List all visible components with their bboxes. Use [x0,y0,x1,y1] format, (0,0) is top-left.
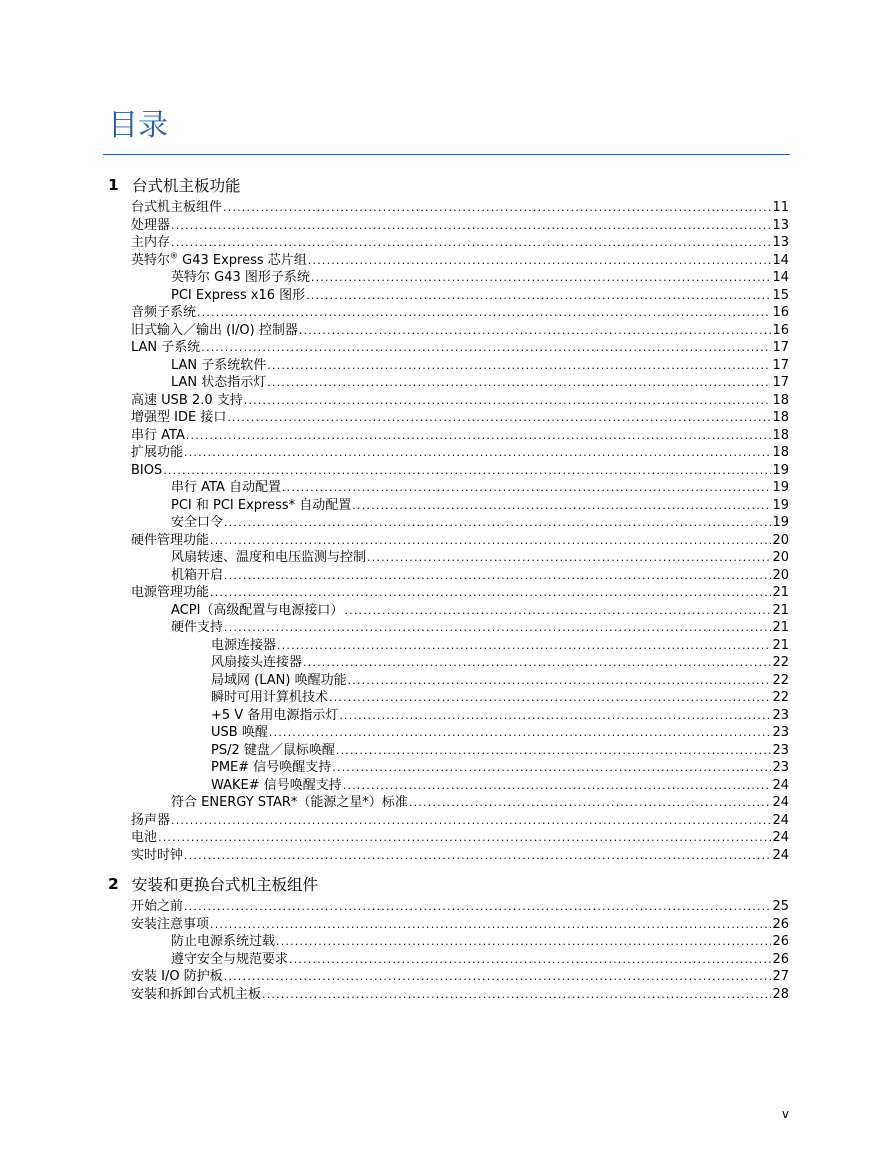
dot-leader [339,707,771,725]
dot-leader [277,637,771,655]
dot-leader [348,672,772,690]
toc-entry-page: 23 [772,760,789,775]
dot-leader [276,933,771,951]
dot-leader [303,654,771,672]
toc-entry-page: 24 [772,830,789,845]
toc-entry-label: 串行 ATA 自动配置 [171,480,281,495]
toc-entry-label: 局域网 (LAN) 唤醒功能 [211,672,347,688]
toc-entry-page: 18 [772,392,789,408]
dot-leader [367,549,771,567]
dot-leader [201,339,771,357]
toc-entry-page: 26 [772,916,789,932]
toc-entry-label: 增强型 IDE 接口 [131,410,227,425]
toc-entry[interactable] [131,322,789,340]
toc-entry[interactable] [131,234,789,252]
toc-entry-label: 防止电源系统过载 [171,934,276,949]
toc-entry[interactable] [171,374,789,392]
toc-entry[interactable] [171,287,789,305]
toc-entry[interactable] [171,269,789,287]
dot-leader [186,427,772,445]
toc-entry-page: 21 [772,602,789,618]
toc-entry-label: 硬件管理功能 [131,532,210,548]
dot-leader [227,409,771,427]
toc-entry-label: 实时时钟 [131,847,184,863]
chapter-number: 2 [108,875,119,893]
toc-entry-page: 17 [772,340,789,355]
chapter-number: 1 [108,176,119,194]
dot-leader [163,462,771,480]
dot-leader [171,217,771,235]
dot-leader [352,497,771,515]
chapter-2-heading[interactable] [108,873,318,895]
toc-entry[interactable] [171,933,789,951]
dot-leader [308,252,772,270]
toc-entry-label: 瞬时可用计算机技术 [211,690,329,705]
toc-entry-label: 开始之前 [131,899,184,914]
toc-entry[interactable] [171,497,789,515]
toc-entry[interactable] [171,602,789,620]
toc-entry[interactable] [211,672,789,690]
toc-entry-label: 风扇转速、温度和电压监测与控制 [171,550,367,565]
toc-entry[interactable] [131,584,789,602]
dot-leader [224,514,771,532]
dot-leader [171,234,771,252]
toc-entry-label: 遵守安全与规范要求 [171,951,289,967]
footer-page-number: v [781,1107,789,1121]
dot-leader [210,916,771,934]
toc-entry-label: 符合 ENERGY STAR*（能源之星*）标准 [171,795,408,810]
toc-entry-label: 安装 I/O 防护板 [131,969,223,984]
dot-leader [184,847,771,865]
toc-entry-page: 24 [772,812,789,828]
toc-entry[interactable] [211,707,789,725]
dot-leader [210,532,771,550]
dot-leader [210,584,771,602]
toc-entry-label: 高速 USB 2.0 支持 [131,392,243,408]
toc-entry-label: 风扇接头连接器 [211,655,303,670]
toc-entry[interactable] [211,724,789,742]
dot-leader [224,968,772,986]
toc-entry-label: 扩展功能 [131,445,184,460]
toc-entry[interactable] [211,689,789,707]
toc-entry-label: 处理器 [131,217,171,233]
toc-entry[interactable] [131,532,789,550]
dot-leader [158,829,771,847]
toc-entry-page: 19 [772,497,789,513]
toc-entry-label: 台式机主板组件 [131,200,223,215]
toc-entry[interactable] [131,916,789,934]
dot-leader [224,567,771,585]
toc-entry-label: LAN 子系统 [131,340,201,355]
dot-leader [332,759,771,777]
toc-entry-label: 硬件支持 [171,620,224,635]
toc-entry[interactable] [171,549,789,567]
toc-entry-label: PCI 和 PCI Express* 自动配置 [171,497,352,513]
toc-entry-page: 24 [772,847,789,863]
toc-entry-page: 13 [772,235,789,250]
toc-entry[interactable] [211,637,789,655]
toc-entry[interactable] [131,898,789,916]
toc-entry[interactable] [171,567,789,585]
toc-entry[interactable] [131,409,789,427]
toc-entry[interactable] [131,252,789,270]
toc-entry-label: 英特尔® G43 Express 芯片组 [131,251,307,268]
toc-entry[interactable] [171,951,789,969]
toc-entry-label: 串行 ATA [131,427,185,443]
dot-leader [262,986,771,1004]
toc-entry-page: 21 [772,637,789,653]
toc-entry-page: 21 [772,620,789,635]
toc-entry-label: 电源管理功能 [131,585,210,600]
toc-entry-page: 21 [772,585,789,600]
dot-leader [306,287,771,305]
toc-entry-page: 19 [772,515,789,530]
dot-leader [244,392,772,410]
dot-leader [224,619,771,637]
toc-entry-label: 电源连接器 [211,637,277,653]
toc-entry[interactable] [131,339,789,357]
toc-entry-page: 26 [772,934,789,949]
dot-leader [409,794,772,812]
toc-entry-page: 22 [772,655,789,670]
toc-entry-page: 15 [772,287,789,303]
toc-entry-page: 23 [772,707,789,723]
toc-entry-page: 20 [772,532,789,548]
dot-leader [343,777,772,795]
toc-entry-label: ACPI（高级配置与电源接口） [171,602,344,618]
toc-entry[interactable] [211,777,789,795]
toc-entry-label: BIOS [131,462,163,478]
toc-entry-label: PME# 信号唤醒支持 [211,760,332,775]
toc-entry-page: 20 [772,567,789,583]
toc-entry-label: LAN 状态指示灯 [171,375,267,390]
toc-entry-label: USB 唤醒 [211,725,268,740]
toc-entry-page: 22 [772,690,789,705]
toc-entry[interactable] [131,968,789,986]
dot-leader [344,602,771,620]
toc-entry[interactable] [131,199,789,217]
toc-entry[interactable] [131,829,789,847]
toc-entry-label: LAN 子系统软件 [171,357,267,373]
dot-leader [299,322,772,340]
toc-entry[interactable] [131,847,789,865]
chapter-title: 安装和更换台式机主板组件 [132,876,319,894]
toc-entry-page: 26 [772,951,789,967]
toc-entry-page: 13 [772,217,789,233]
toc-entry[interactable] [131,304,789,322]
toc-entry-page: 14 [772,252,789,268]
title-rule [103,154,790,155]
toc-entry-page: 20 [772,550,789,565]
page-title: 目录 [108,108,168,143]
toc-entry[interactable] [171,514,789,532]
toc-entry-label: 安装注意事项 [131,916,210,932]
toc-entry[interactable] [131,217,789,235]
dot-leader [223,199,771,217]
toc-entry-label: WAKE# 信号唤醒支持 [211,777,342,793]
toc-entry[interactable] [171,357,789,375]
chapter-1-heading[interactable] [108,174,241,196]
dot-leader [269,724,772,742]
toc-entry-page: 23 [772,742,789,758]
toc-entry-page: 16 [772,305,789,320]
dot-leader [267,357,771,375]
toc-entry[interactable] [131,812,789,830]
dot-leader [171,812,771,830]
toc-entry-label: 电池 [131,830,158,845]
toc-entry-label: PS/2 键盘／鼠标唤醒 [211,742,335,758]
toc-entry-page: 24 [772,795,789,810]
dot-leader [311,269,772,287]
toc-entry-page: 27 [772,969,789,984]
toc-entry-label: 扬声器 [131,812,171,828]
dot-leader [184,444,771,462]
toc-entry[interactable] [131,427,789,445]
toc-entry-page: 16 [772,322,789,338]
toc-entry-page: 14 [772,270,789,285]
toc-entry-page: 18 [772,445,789,460]
toc-entry-page: 22 [772,672,789,688]
toc-entry-page: 18 [772,427,789,443]
toc-entry-page: 23 [772,725,789,740]
toc-entry[interactable] [211,742,789,760]
dot-leader [289,951,771,969]
toc-entry-page: 19 [772,462,789,478]
dot-leader [197,304,771,322]
dot-leader [267,374,771,392]
toc-entry-page: 17 [772,357,789,373]
toc-entry[interactable] [171,619,789,637]
chapter-title: 台式机主板功能 [132,177,241,195]
dot-leader [329,689,771,707]
toc-entry-page: 17 [772,375,789,390]
toc-entry[interactable] [131,462,789,480]
dot-leader [184,898,771,916]
toc-entry-label: 音频子系统 [131,305,197,320]
toc-entry[interactable] [211,654,789,672]
toc-entry[interactable] [211,759,789,777]
dot-leader [282,479,771,497]
toc-entry[interactable] [171,794,789,812]
toc-entry-page: 19 [772,480,789,495]
toc-entry-label: PCI Express x16 图形 [171,287,306,303]
toc-entry-page: 28 [772,986,789,1002]
toc-entry-label: 英特尔 G43 图形子系统 [171,270,310,285]
toc-entry-label: 主内存 [131,235,171,250]
toc-entry-label: 安全口令 [171,515,224,530]
toc-entry-label: 旧式输入／输出 (I/O) 控制器 [131,322,298,338]
toc-entry[interactable] [171,479,789,497]
toc-entry[interactable] [131,444,789,462]
toc-entry-page: 25 [772,899,789,914]
toc-entry[interactable] [131,986,789,1004]
toc-entry-label: 安装和拆卸台式机主板 [131,986,262,1002]
dot-leader [336,742,772,760]
toc-entry-page: 18 [772,410,789,425]
toc-entry-label: +5 V 备用电源指示灯 [211,707,339,723]
toc-entry-page: 24 [772,777,789,793]
toc-entry-page: 11 [772,200,789,215]
toc-entry[interactable] [131,392,789,410]
toc-entry-label: 机箱开启 [171,567,224,583]
